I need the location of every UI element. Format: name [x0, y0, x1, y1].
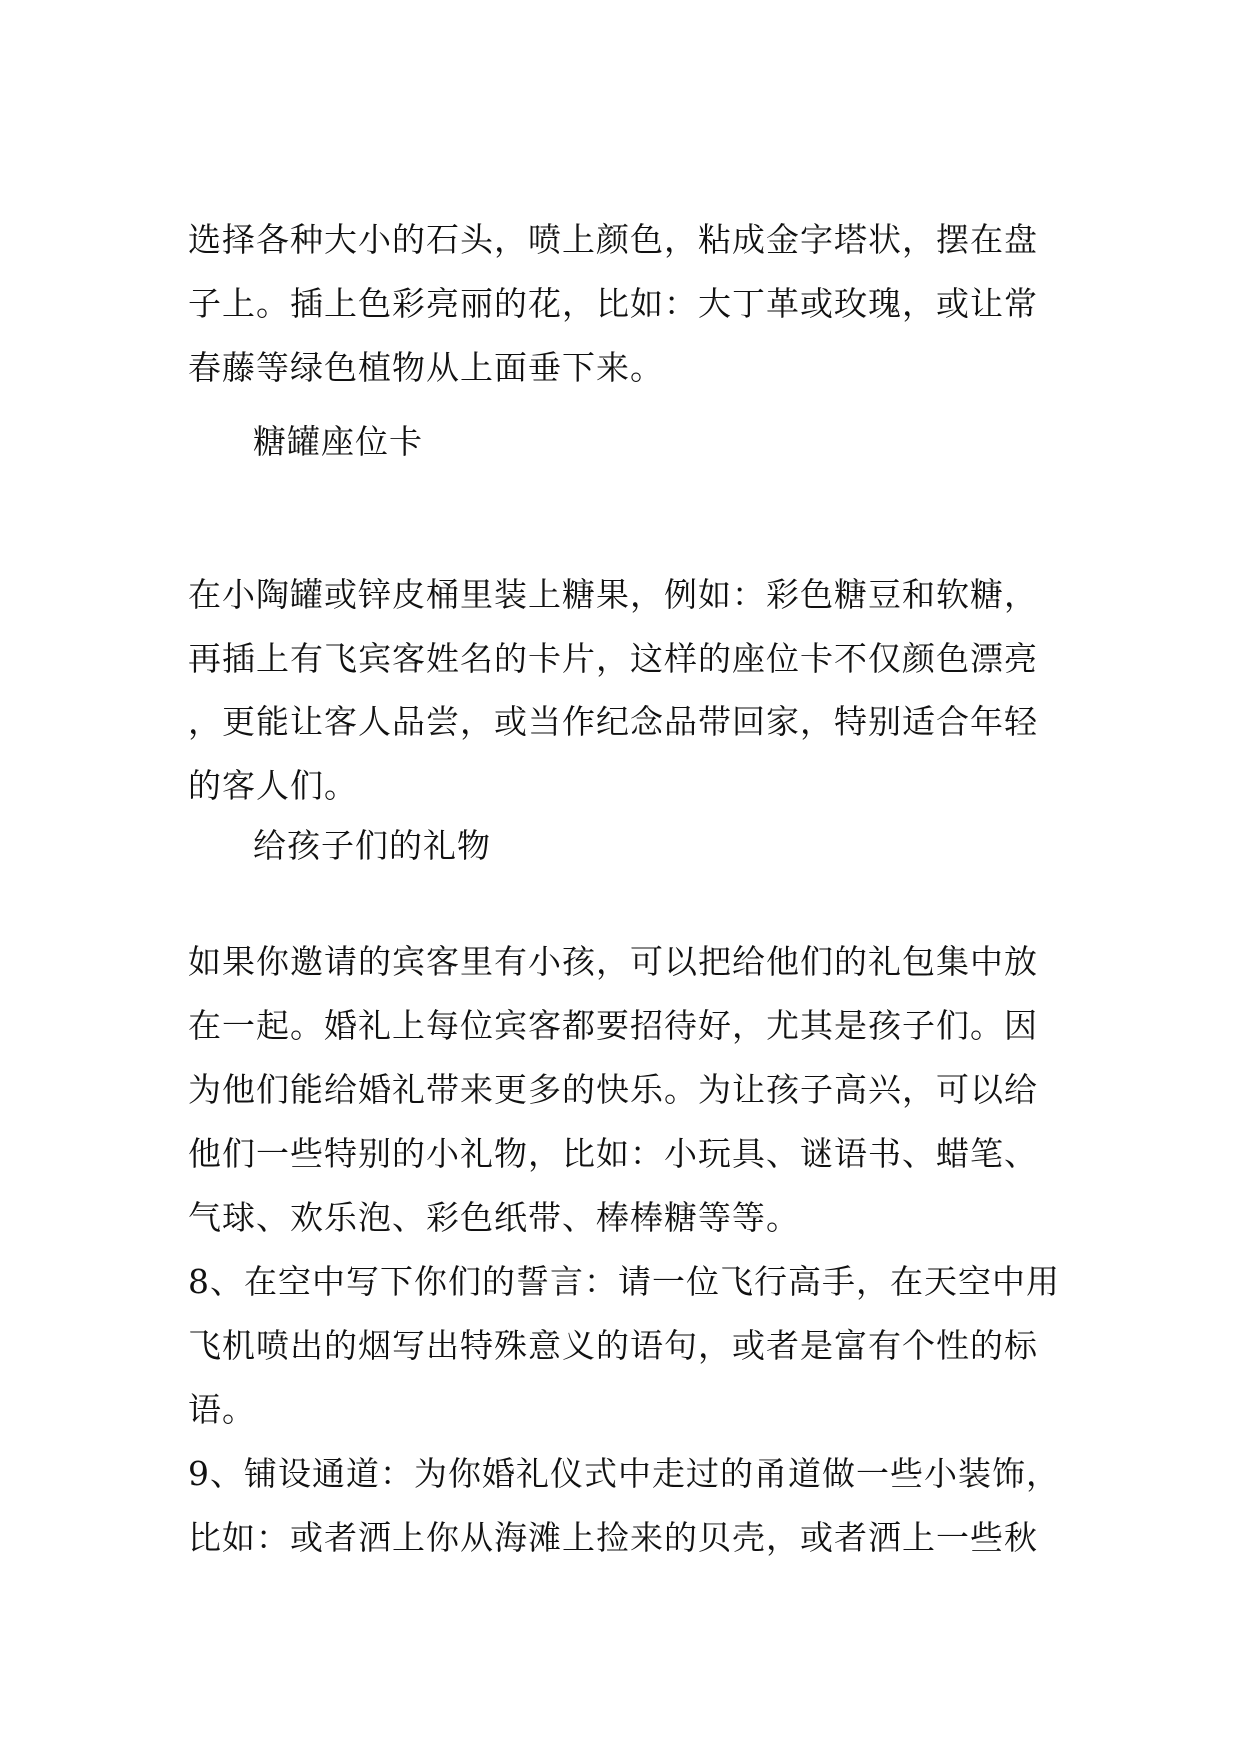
paragraph-line: 他们一些特别的小礼物，比如：小玩具、谜语书、蜡笔、 — [188, 1134, 1038, 1173]
list-item-line: 9、铺设通道：为你婚礼仪式中走过的甬道做一些小装饰， — [188, 1454, 1060, 1493]
paragraph-line: 在小陶罐或锌皮桶里装上糖果，例如：彩色糖豆和软糖， — [188, 575, 1038, 614]
paragraph-line: 选择各种大小的石头，喷上颜色，粘成金字塔状，摆在盘 — [188, 220, 1038, 259]
section-heading: 糖罐座位卡 — [253, 422, 423, 461]
paragraph-line: 的客人们。 — [188, 766, 358, 805]
list-item-line: 飞机喷出的烟写出特殊意义的语句，或者是富有个性的标 — [188, 1326, 1038, 1365]
list-item-line: 8、在空中写下你们的誓言：请一位飞行高手，在天空中用 — [188, 1262, 1060, 1301]
paragraph-line: 为他们能给婚礼带来更多的快乐。为让孩子高兴，可以给 — [188, 1070, 1038, 1109]
section-heading: 给孩子们的礼物 — [253, 826, 491, 865]
paragraph-line: 春藤等绿色植物从上面垂下来。 — [188, 348, 664, 387]
paragraph-line: 气球、欢乐泡、彩色纸带、棒棒糖等等。 — [188, 1198, 800, 1237]
paragraph-line: 在一起。婚礼上每位宾客都要招待好，尤其是孩子们。因 — [188, 1006, 1038, 1045]
list-item-line: 比如：或者洒上你从海滩上捡来的贝壳，或者洒上一些秋 — [188, 1518, 1038, 1557]
paragraph-line: 子上。插上色彩亮丽的花，比如：大丁革或玫瑰，或让常 — [188, 284, 1038, 323]
paragraph-line: 再插上有飞宾客姓名的卡片，这样的座位卡不仅颜色漂亮 — [188, 639, 1038, 678]
paragraph-line: ，更能让客人品尝，或当作纪念品带回家，特别适合年轻 — [188, 702, 1038, 741]
paragraph-line: 如果你邀请的宾客里有小孩，可以把给他们的礼包集中放 — [188, 942, 1038, 981]
list-item-line: 语。 — [188, 1390, 256, 1429]
